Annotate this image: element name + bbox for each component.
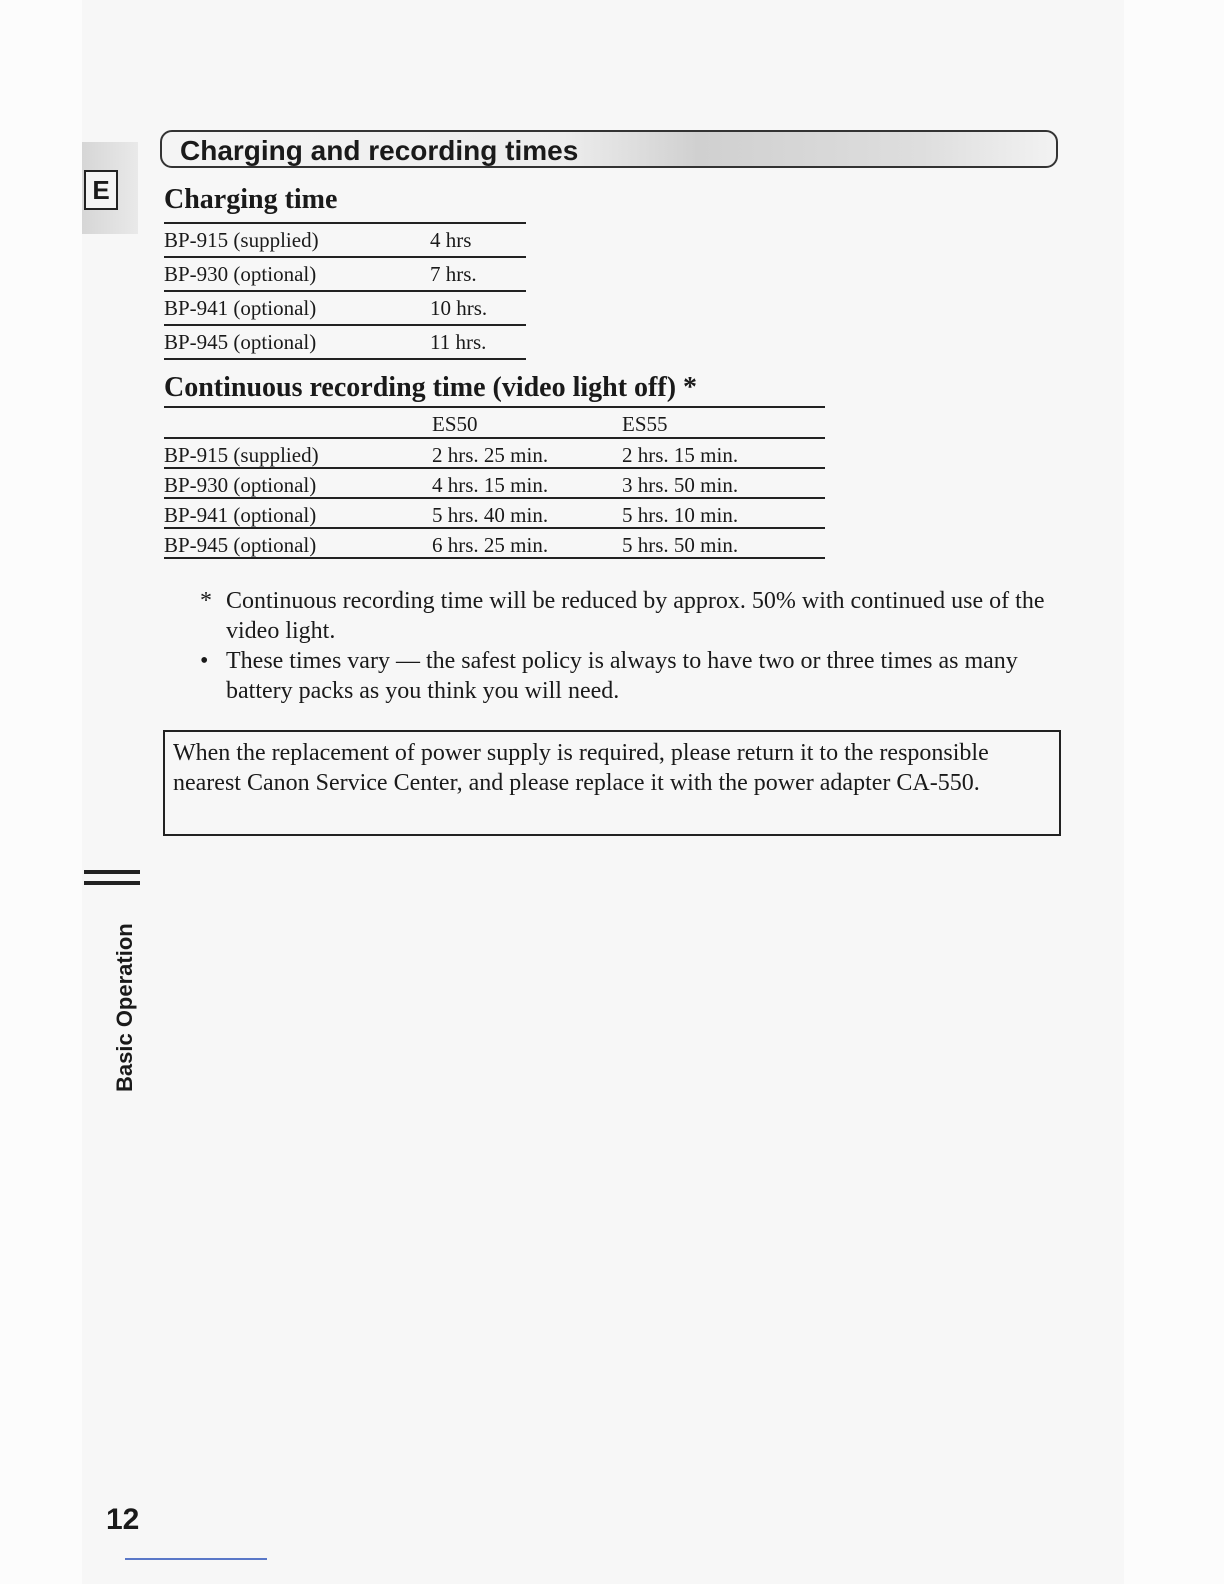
battery-cell: BP-915 (supplied) — [164, 443, 319, 467]
es55-time-cell: 2 hrs. 15 min. — [622, 443, 739, 467]
es55-time-cell: 3 hrs. 50 min. — [622, 473, 739, 497]
table-row — [164, 499, 825, 529]
side-tab-bar — [84, 881, 140, 885]
charging-time-table — [164, 222, 526, 360]
es50-time-cell: 4 hrs. 15 min. — [432, 473, 549, 497]
battery-cell: BP-941 (optional) — [164, 296, 317, 320]
table-row — [164, 326, 526, 360]
section-header — [160, 130, 1058, 168]
es50-time-cell: 2 hrs. 25 min. — [432, 443, 549, 467]
es50-time-cell: 5 hrs. 40 min. — [432, 503, 549, 527]
bullet-mark: • — [200, 648, 209, 674]
table-row — [164, 439, 825, 469]
battery-cell: BP-930 (optional) — [164, 262, 317, 286]
note-text: These times vary — the safest policy is always to have two or three times as many battery packs as you think you will need. — [226, 648, 1018, 704]
recording-time-heading: Continuous recording time (video light off) * — [164, 372, 698, 403]
charge-time-cell: 4 hrs — [430, 228, 472, 252]
battery-cell: BP-930 (optional) — [164, 473, 317, 497]
es50-time-cell: 6 hrs. 25 min. — [432, 533, 549, 557]
table-header-row — [164, 408, 825, 439]
battery-cell: BP-915 (supplied) — [164, 228, 319, 252]
charge-time-cell: 7 hrs. — [430, 262, 477, 286]
battery-cell: BP-941 (optional) — [164, 503, 317, 527]
power-supply-note-box — [163, 730, 1061, 836]
charge-time-cell: 10 hrs. — [430, 296, 488, 320]
page-margin-left — [0, 0, 82, 1584]
side-tab-label: Basic Operation — [112, 923, 137, 1092]
es55-time-cell: 5 hrs. 10 min. — [622, 503, 739, 527]
page-margin-right — [1124, 0, 1224, 1584]
charging-time-heading: Charging time — [164, 184, 338, 215]
asterisk-mark: * — [200, 588, 212, 614]
battery-cell: BP-945 (optional) — [164, 330, 317, 354]
table-row — [164, 292, 526, 326]
column-header-es50: ES50 — [432, 412, 478, 436]
es55-time-cell: 5 hrs. 50 min. — [622, 533, 739, 557]
side-tab-bar — [84, 870, 140, 874]
table-row — [164, 224, 526, 258]
recording-time-table — [164, 406, 825, 559]
footnote-text: Continuous recording time will be reduced by approx. 50% with continued use of the video light. — [226, 588, 1045, 644]
page-number: 12 — [106, 1503, 140, 1536]
table-row — [164, 258, 526, 292]
language-tab: E — [84, 170, 118, 210]
charge-time-cell: 11 hrs. — [430, 330, 487, 354]
section-title: Charging and recording times — [180, 135, 579, 166]
side-tab-bars — [84, 870, 140, 892]
power-supply-note-text: When the replacement of power supply is required, please return it to the responsible nearest Canon Service Center, and please replace it with the power adapter CA-550. — [173, 740, 989, 796]
bottom-rule — [125, 1558, 267, 1560]
table-row — [164, 529, 825, 559]
table-row — [164, 469, 825, 499]
battery-cell: BP-945 (optional) — [164, 533, 317, 557]
column-header-es55: ES55 — [622, 412, 668, 436]
